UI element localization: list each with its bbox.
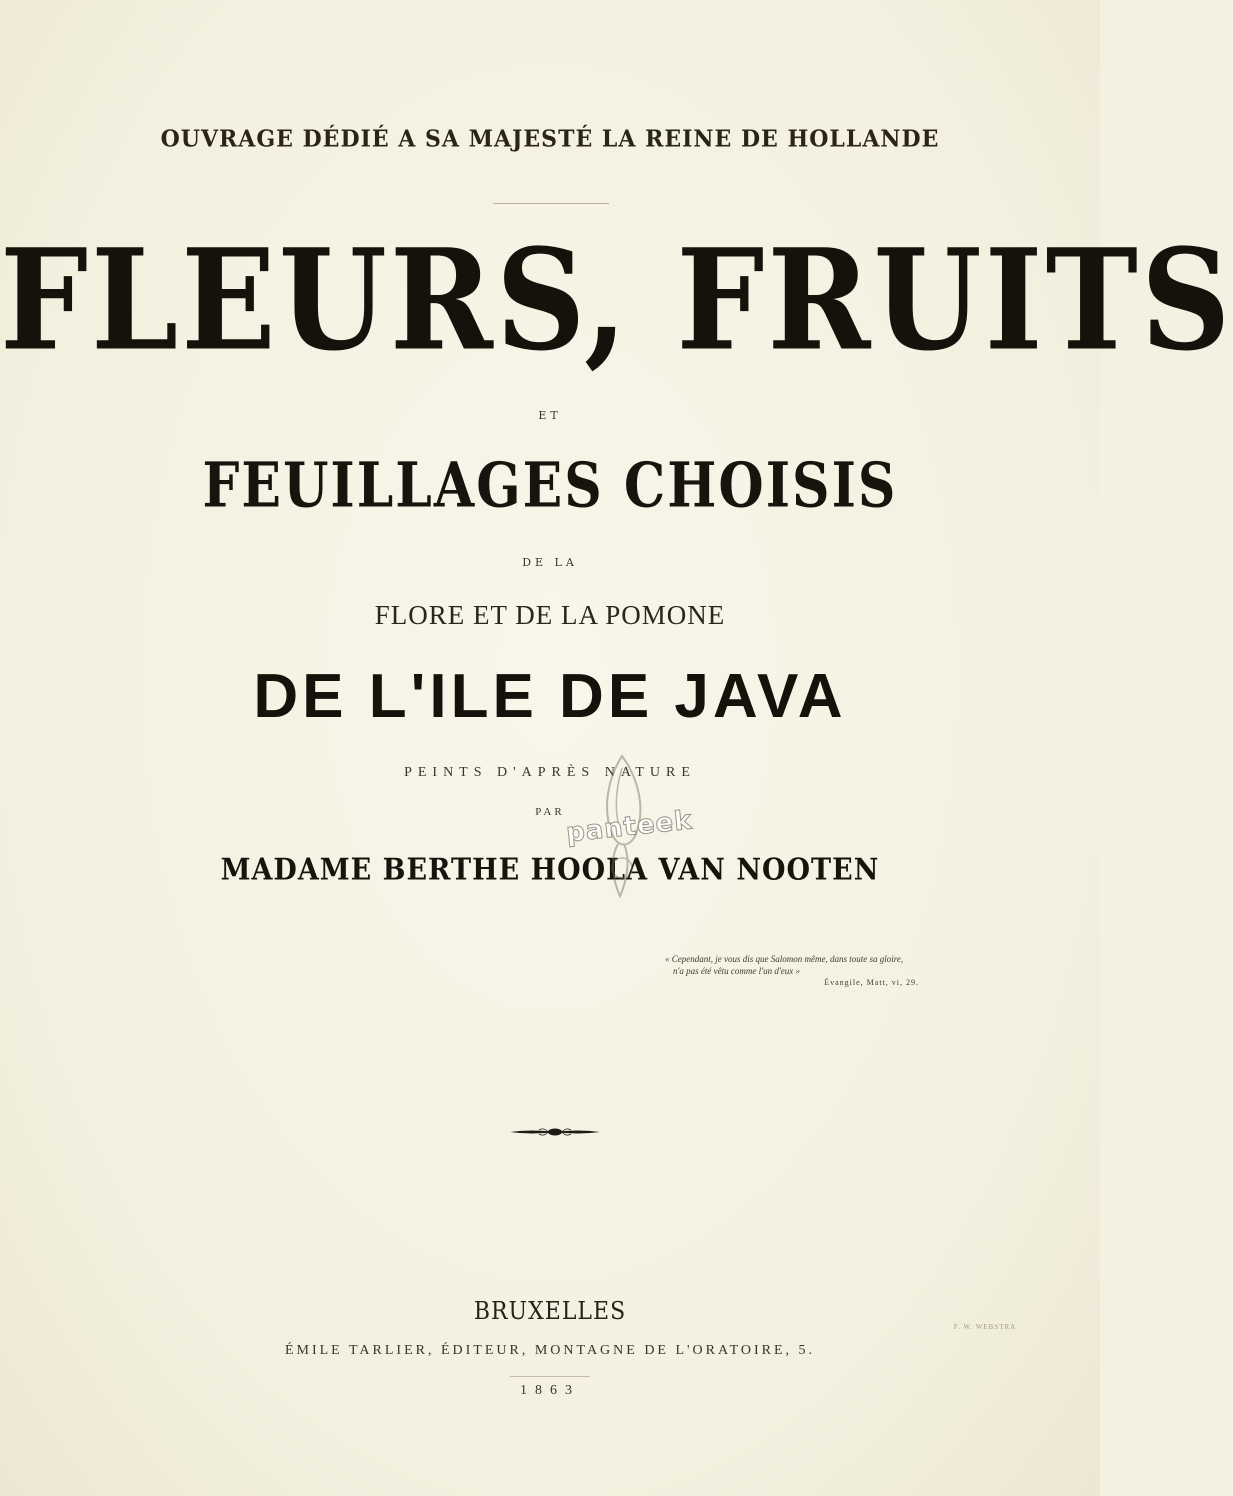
printer-stamp: F. W. WEBSTRA <box>953 1323 1017 1331</box>
subtitle: FEUILLAGES CHOISIS <box>202 450 898 523</box>
publication-year: 1863 <box>520 1383 580 1398</box>
epigraph-line-1: « Cependant, je vous dis que Salomon même, dans toute sa gloire, <box>665 954 904 964</box>
location-title: DE L'ILE DE JAVA <box>253 662 847 731</box>
epigraph <box>665 953 945 989</box>
conjunction-et: ET <box>538 409 562 422</box>
ornament-divider-icon <box>510 1124 600 1140</box>
year-rule <box>510 1376 590 1377</box>
painted-line: PEINTS D'APRÈS NATURE <box>404 765 696 780</box>
epigraph-line-2: n'a pas été vêtu comme l'un d'eux » <box>673 966 800 976</box>
divider-rule <box>493 203 609 204</box>
conjunction-de-la: DE LA <box>522 556 578 569</box>
par-line: PAR <box>535 806 565 818</box>
main-title: FLEURS, FRUITS <box>0 219 1233 383</box>
watermark-text: panteek <box>564 805 694 849</box>
publisher-line: ÉMILE TARLIER, ÉDITEUR, MONTAGNE DE L'ORATOIRE, 5. <box>284 1343 816 1358</box>
imprint-place: BRUXELLES <box>473 1298 627 1326</box>
dedication-line: OUVRAGE DÉDIÉ A SA MAJESTÉ LA REINE DE HOLLANDE <box>160 125 940 153</box>
flore-line: FLORE ET DE LA POMONE <box>374 600 726 630</box>
author-name: MADAME BERTHE HOOLA VAN NOOTEN <box>220 853 880 888</box>
epigraph-reference: Évangile, Matt, vi, 29. <box>824 978 919 987</box>
